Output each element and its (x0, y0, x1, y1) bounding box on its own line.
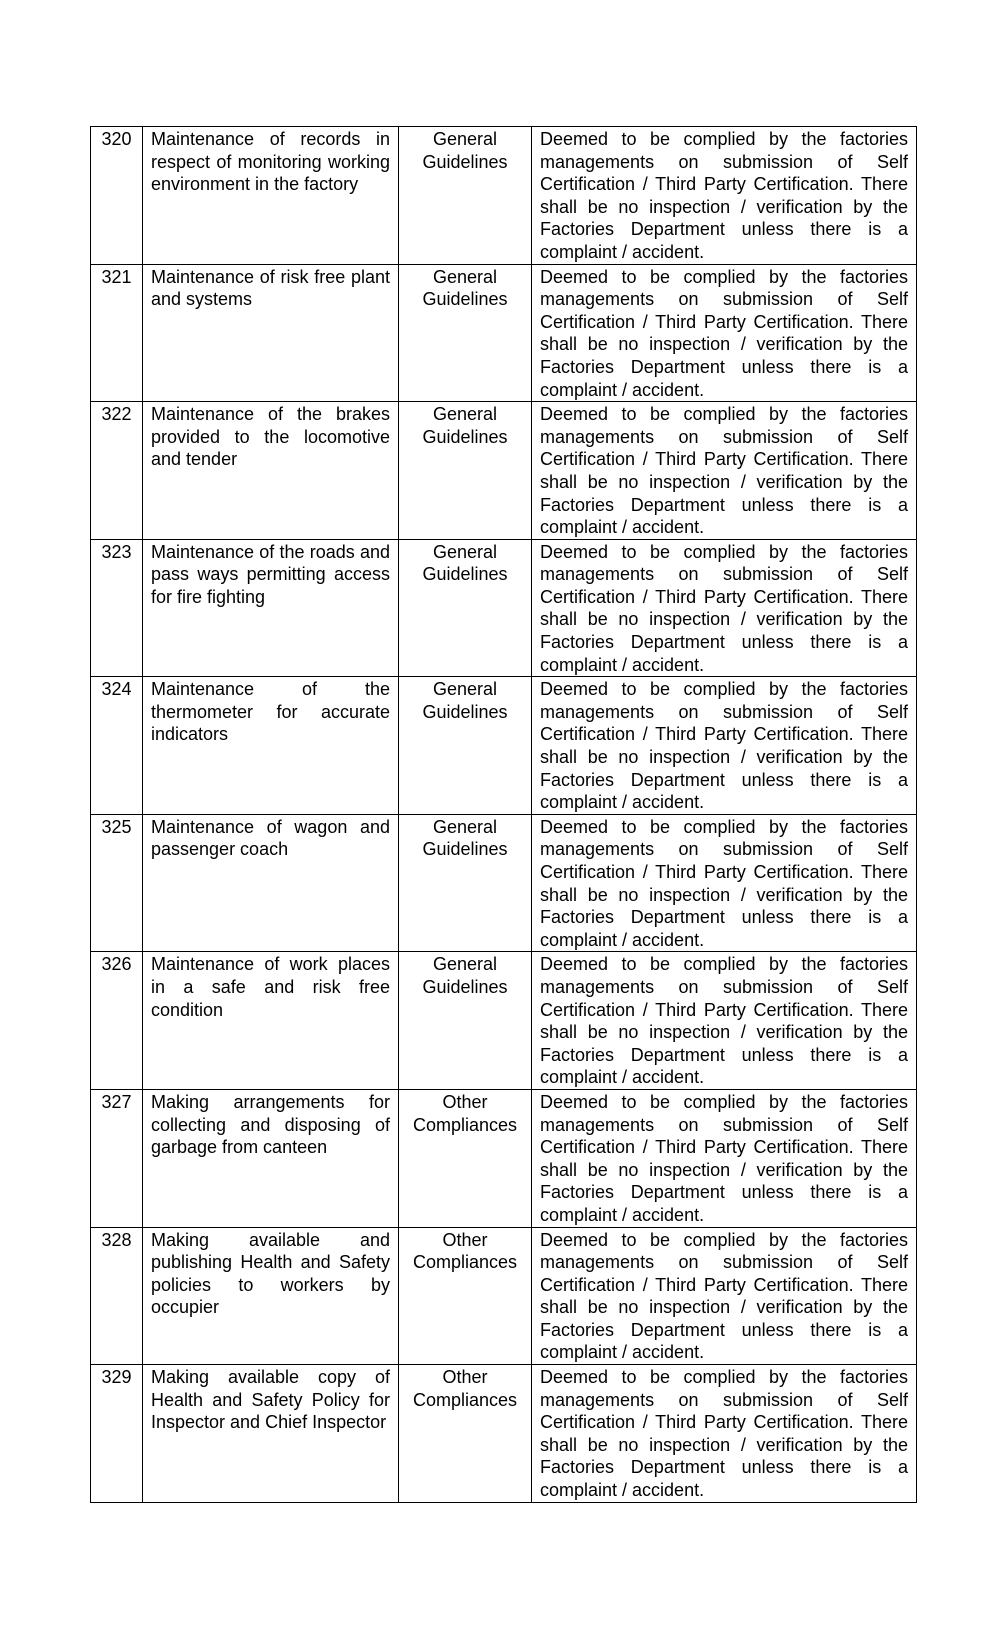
compliance-subject: Making available and publishing Health and Safety policies to workers by occupier (143, 1227, 399, 1365)
table-row (91, 814, 917, 952)
document-page (90, 126, 916, 1503)
serial-number: 324 (91, 677, 143, 815)
serial-number: 328 (91, 1227, 143, 1365)
compliance-category: General Guidelines (399, 814, 532, 952)
table-row (91, 677, 917, 815)
compliance-table-body (91, 127, 917, 1503)
table-row (91, 1089, 917, 1227)
compliance-remark: Deemed to be complied by the factories managements on submission of Self Certification / Third Party Certification. There shall be no inspection / verification by the Factories Department unless there is a complaint / accident. (532, 952, 917, 1090)
table-row (91, 402, 917, 540)
compliance-subject: Maintenance of the roads and pass ways permitting access for fire fighting (143, 539, 399, 677)
table-row (91, 1365, 917, 1503)
compliance-remark: Deemed to be complied by the factories managements on submission of Self Certification / Third Party Certification. There shall be no inspection / verification by the Factories Department unless there is a complaint / accident. (532, 1089, 917, 1227)
compliance-category: General Guidelines (399, 127, 532, 265)
compliance-remark: Deemed to be complied by the factories managements on submission of Self Certification / Third Party Certification. There shall be no inspection / verification by the Factories Department unless there is a complaint / accident. (532, 1227, 917, 1365)
compliance-category: General Guidelines (399, 264, 532, 402)
serial-number: 321 (91, 264, 143, 402)
compliance-category: General Guidelines (399, 952, 532, 1090)
compliance-subject: Maintenance of the brakes provided to the locomotive and tender (143, 402, 399, 540)
compliance-remark: Deemed to be complied by the factories managements on submission of Self Certification / Third Party Certification. There shall be no inspection / verification by the Factories Department unless there is a complaint / accident. (532, 814, 917, 952)
compliance-remark: Deemed to be complied by the factories managements on submission of Self Certification / Third Party Certification. There shall be no inspection / verification by the Factories Department unless there is a complaint / accident. (532, 127, 917, 265)
compliance-category: Other Compliances (399, 1089, 532, 1227)
serial-number: 329 (91, 1365, 143, 1503)
compliance-remark: Deemed to be complied by the factories managements on submission of Self Certification / Third Party Certification. There shall be no inspection / verification by the Factories Department unless there is a complaint / accident. (532, 1365, 917, 1503)
compliance-category: Other Compliances (399, 1365, 532, 1503)
compliance-category: General Guidelines (399, 677, 532, 815)
table-row (91, 539, 917, 677)
table-row (91, 264, 917, 402)
compliance-subject: Maintenance of records in respect of monitoring working environment in the factory (143, 127, 399, 265)
serial-number: 322 (91, 402, 143, 540)
serial-number: 325 (91, 814, 143, 952)
compliance-category: General Guidelines (399, 539, 532, 677)
compliance-category: Other Compliances (399, 1227, 532, 1365)
compliance-subject: Making available copy of Health and Safety Policy for Inspector and Chief Inspector (143, 1365, 399, 1503)
compliance-subject: Maintenance of the thermometer for accurate indicators (143, 677, 399, 815)
table-row (91, 952, 917, 1090)
compliance-subject: Maintenance of work places in a safe and risk free condition (143, 952, 399, 1090)
serial-number: 327 (91, 1089, 143, 1227)
compliance-remark: Deemed to be complied by the factories managements on submission of Self Certification / Third Party Certification. There shall be no inspection / verification by the Factories Department unless there is a complaint / accident. (532, 677, 917, 815)
compliance-subject: Making arrangements for collecting and disposing of garbage from canteen (143, 1089, 399, 1227)
serial-number: 326 (91, 952, 143, 1090)
table-row (91, 1227, 917, 1365)
compliance-remark: Deemed to be complied by the factories managements on submission of Self Certification / Third Party Certification. There shall be no inspection / verification by the Factories Department unless there is a complaint / accident. (532, 264, 917, 402)
serial-number: 323 (91, 539, 143, 677)
compliance-remark: Deemed to be complied by the factories managements on submission of Self Certification / Third Party Certification. There shall be no inspection / verification by the Factories Department unless there is a complaint / accident. (532, 402, 917, 540)
compliance-table (90, 126, 917, 1503)
compliance-category: General Guidelines (399, 402, 532, 540)
compliance-remark: Deemed to be complied by the factories managements on submission of Self Certification / Third Party Certification. There shall be no inspection / verification by the Factories Department unless there is a complaint / accident. (532, 539, 917, 677)
serial-number: 320 (91, 127, 143, 265)
compliance-subject: Maintenance of wagon and passenger coach (143, 814, 399, 952)
compliance-subject: Maintenance of risk free plant and systems (143, 264, 399, 402)
table-row (91, 127, 917, 265)
